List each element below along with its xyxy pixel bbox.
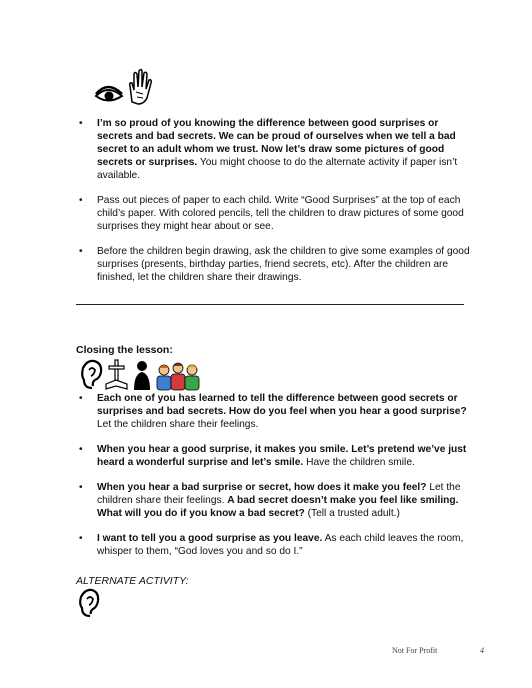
bullet: •: [79, 393, 83, 404]
item-text: Let the children share their feelings.: [97, 419, 259, 430]
bullet: •: [79, 195, 83, 206]
eye-icon: [96, 87, 122, 101]
bullet: •: [79, 444, 83, 455]
list-item: [76, 443, 476, 469]
item-text-2: (Tell a trusted adult.): [304, 508, 400, 519]
item-text: You might choose to do the alternate activity if paper isn’t available.: [97, 157, 458, 181]
bullet: •: [79, 482, 83, 493]
closing-icon-group: [78, 358, 204, 392]
section-divider: [76, 304, 464, 305]
closing-list: [76, 392, 476, 570]
item-bold-text: When you hear a bad surprise or secret, how does it make you feel?: [97, 482, 427, 493]
list-item: [76, 117, 476, 182]
list-item: [76, 392, 476, 431]
ear-icon: [78, 588, 100, 618]
item-text: As each child leaves the room, whisper to them, “God loves you and so do I.”: [97, 533, 464, 557]
footer-text: Not For Profit: [392, 646, 438, 655]
item-bold-text: Each one of you has learned to tell the difference between good secrets or surprises and bad secrets. How do you feel when you hear a good surprise?: [97, 393, 467, 417]
alternate-activity-title: ALTERNATE ACTIVITY:: [76, 575, 189, 587]
closing-title: Closing the lesson:: [76, 344, 173, 356]
page-number: 4: [480, 646, 484, 655]
list-item: [76, 532, 476, 558]
hand-icon: [130, 70, 152, 105]
activity-list: [76, 117, 476, 296]
bullet: •: [79, 533, 83, 544]
item-text: Before the children begin drawing, ask the children to give some examples of good surprises (presents, birthday parties, friend secrets, etc). After the children are finished, let the children share their drawings.: [97, 246, 470, 283]
item-text: Pass out pieces of paper to each child. Write “Good Surprises” at the top of each child’s paper. With colored pencils, tell the children to draw pictures of some good surprises they might hear about or see.: [97, 195, 464, 232]
item-bold-text: When you hear a good surprise, it makes you smile. Let’s pretend we’ve just heard a wonderful surprise and let’s smile.: [97, 444, 467, 468]
item-bold-text-2: A bad secret doesn’t make you feel like smiling. What will you do if you know a bad secret?: [97, 495, 459, 519]
item-text: Have the children smile.: [303, 457, 415, 468]
children-group-icon: [157, 363, 199, 390]
bullet: •: [79, 118, 83, 129]
item-bold-text: I’m so proud of you knowing the difference between good surprises or secrets and bad secrets. We can be proud of ourselves when we tell a bad secret to an adult whom we trust. Now let’s draw some pictures of good secrets or surprises.: [97, 118, 456, 168]
bullet: •: [79, 246, 83, 257]
item-bold-text: I want to tell you a good surprise as you leave.: [97, 533, 323, 544]
cross-bible-icon: [106, 360, 127, 389]
ear-icon: [82, 361, 101, 388]
item-text: Let the children share their feelings.: [97, 482, 461, 506]
list-item: [76, 245, 476, 284]
top-icon-group: [94, 68, 164, 108]
list-item: [76, 481, 476, 520]
praying-person-icon: [134, 361, 150, 390]
list-item: [76, 194, 476, 233]
